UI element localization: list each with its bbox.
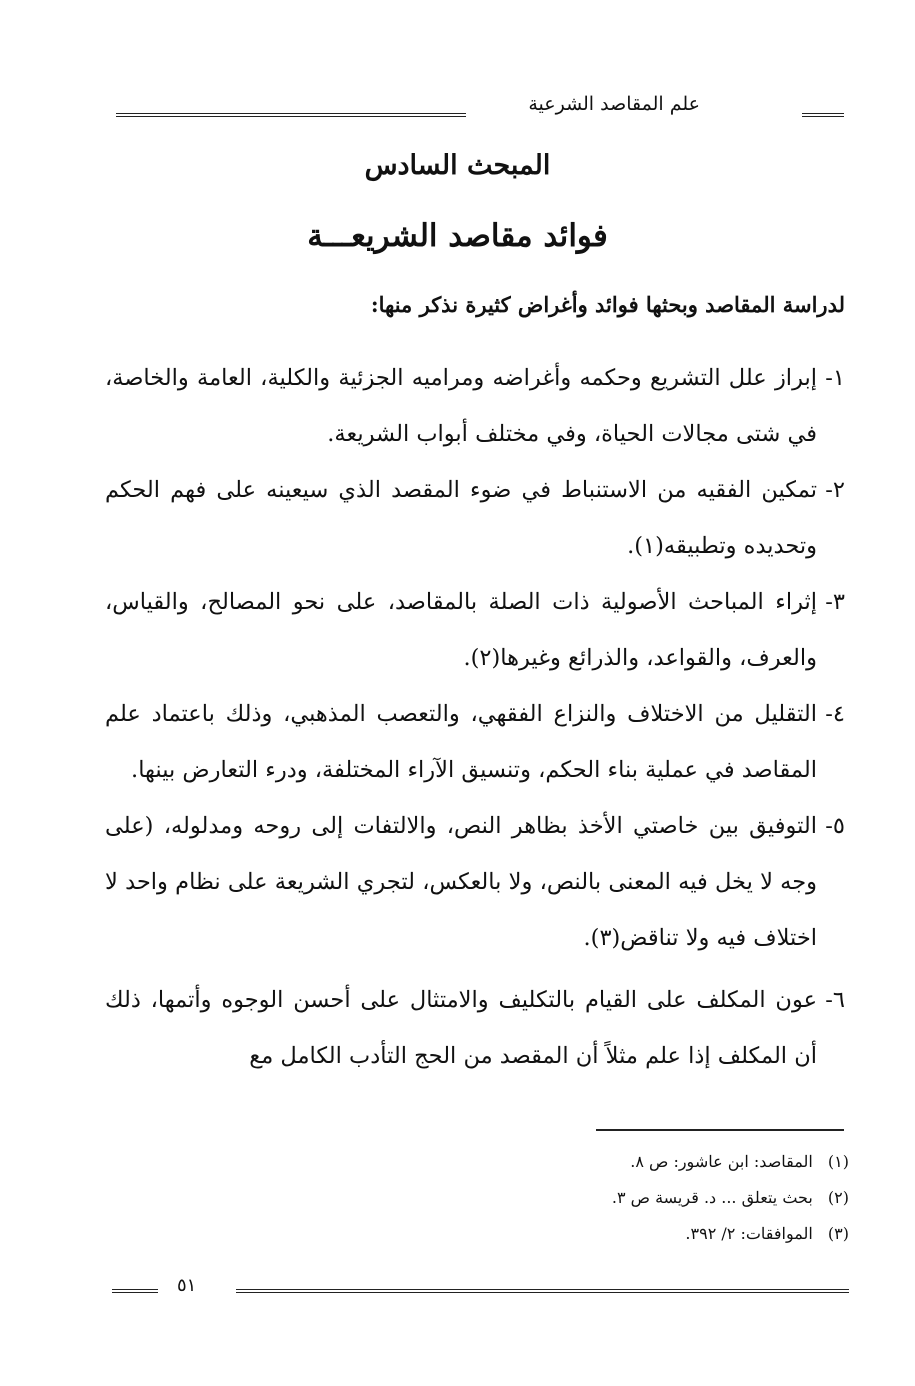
footer-rule: [112, 1292, 158, 1293]
footer-rule: [236, 1289, 849, 1290]
footnote-separator: [596, 1129, 844, 1131]
item-text: تمكين الفقيه من الاستنباط في ضوء المقصد الذي سيعينه على فهم الحكم وتحديده وتطبيقه(١).: [105, 477, 817, 559]
section-heading: المبحث السادس: [364, 150, 551, 181]
item-number: ٣-: [825, 589, 845, 615]
item-number: ٦-: [825, 987, 845, 1013]
header-rule: [116, 113, 466, 114]
list-item: [105, 798, 845, 966]
item-text: إبراز علل التشريع وحكمه وأغراضه ومراميه الجزئية والكلية، العامة والخاصة، في شتى مجالات الحياة، وفي مختلف أبواب الشريعة.: [105, 365, 817, 447]
item-number: ٤-: [825, 701, 845, 727]
footnote-text: الموافقات: ٢/ ٣٩٢.: [685, 1224, 813, 1243]
item-text: عون المكلف على القيام بالتكليف والامتثال على أحسن الوجوه وأتمها، ذلك أن المكلف إذا علم مثلاً أن المقصد من الحج التأدب الكامل مع: [105, 987, 817, 1069]
footnote: [612, 1144, 849, 1180]
footer-rule: [236, 1292, 849, 1293]
footnote-text: بحث يتعلق ... د. قريسة ص ٣.: [611, 1188, 813, 1207]
page-number: ٥١: [177, 1275, 197, 1296]
footnote-number: (٢): [827, 1188, 849, 1207]
list-item: [105, 574, 845, 686]
footer-rule: [112, 1289, 158, 1290]
item-text: إثراء المباحث الأصولية ذات الصلة بالمقاصد، على نحو المصالح، والقياس، والعرف، والقواعد، والذرائع وغيرها(٢).: [105, 589, 817, 671]
header-rule: [802, 113, 844, 114]
item-text: التقليل من الاختلاف والنزاع الفقهي، والتعصب المذهبي، وذلك باعتماد علم المقاصد في عملية بناء الحكم، وتنسيق الآراء المختلفة، ودرء التعارض بينها.: [105, 701, 817, 783]
header-title: علم المقاصد الشرعية: [528, 93, 700, 115]
footnote: [612, 1216, 849, 1252]
running-header: [112, 86, 844, 126]
list-item: [105, 350, 845, 462]
header-rule: [116, 116, 466, 117]
footnote-number: (١): [827, 1152, 849, 1171]
benefits-list: [105, 350, 845, 1084]
section-subheading: فوائد مقاصد الشريعـــة: [307, 218, 608, 254]
footnote-text: المقاصد: ابن عاشور: ص ٨.: [630, 1152, 813, 1171]
list-item: [105, 686, 845, 798]
footnote: [612, 1180, 849, 1216]
intro-text: لدراسة المقاصد وبحثها فوائد وأغراض كثيرة نذكر منها:: [370, 292, 845, 317]
list-item: [105, 972, 845, 1084]
item-number: ٥-: [825, 813, 845, 839]
item-text: التوفيق بين خاصتي الأخذ بظاهر النص، والالتفات إلى روحه ومدلوله، (على وجه لا يخل فيه المعنى بالنص، ولا بالعكس، لتجري الشريعة على نظام واحد لا اختلاف فيه ولا تناقض(٣).: [105, 813, 817, 951]
header-rule: [802, 116, 844, 117]
footnotes: [612, 1144, 849, 1252]
item-number: ٢-: [825, 477, 845, 503]
footnote-number: (٣): [827, 1224, 849, 1243]
item-number: ١-: [825, 365, 845, 391]
list-item: [105, 462, 845, 574]
